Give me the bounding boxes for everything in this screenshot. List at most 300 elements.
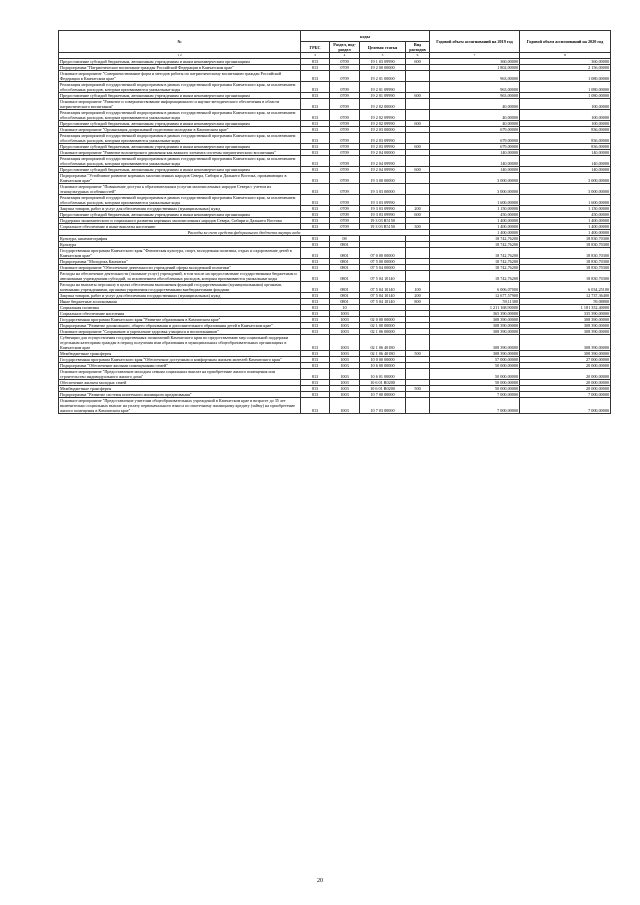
expense-type-cell	[406, 133, 430, 144]
row-name-cell: Расходы на обеспечение деятельности (оказание услуг) учреждений, в том числе на предоставление государственным бюджетным и автономным учреждениям субсидий, за исключением обособленных расходов, которым присваиваются уникальные коды	[59, 271, 301, 282]
column-number-cell: 5	[360, 53, 406, 59]
amount-2020-cell: 12 737,36400	[520, 293, 611, 299]
grbs-cell: 813	[301, 299, 330, 305]
row-name-cell: Предоставление субсидий бюджетным, автономным учреждениям и иным некоммерческим организациям	[59, 93, 301, 99]
amount-2019-cell: 140,00000	[430, 156, 520, 167]
amount-2019-cell: 360,00000	[430, 59, 520, 65]
grbs-cell: 813	[301, 317, 330, 323]
col-header-2020: Годовой объем ассигнований на 2020 год	[520, 31, 611, 53]
expense-type-cell	[406, 110, 430, 121]
expense-type-cell	[406, 184, 430, 195]
amount-2020-cell: 20 000,00000	[520, 363, 611, 369]
amount-2019-cell: 679,00000	[430, 144, 520, 150]
amount-2020-cell: 335 390,00000	[520, 311, 611, 317]
amount-2019-cell: 18 742,76200	[430, 248, 520, 259]
section-cell: 0709	[330, 195, 360, 206]
row-name-cell: Подпрограмма "Патриотическое воспитание граждан Российской Федерации в Камчатском крае"	[59, 65, 301, 71]
amount-2020-cell: 18 830,70300	[520, 236, 611, 242]
section-cell: 1003	[330, 369, 360, 380]
expense-type-cell: 600	[406, 59, 430, 65]
amount-2020-cell: 100,00000	[520, 110, 611, 121]
column-number-cell: 8	[520, 53, 611, 59]
grbs-cell: 813	[301, 363, 330, 369]
grbs-cell: 813	[301, 392, 330, 398]
column-number-cell: 7	[430, 53, 520, 59]
target-article-cell: 19 2 02 09990	[360, 121, 406, 127]
row-name-cell: Основное мероприятие "Совершенствование форм и методов работы по патриотическому воспитанию граждан Российской Федерации в Камчатском крае"	[59, 71, 301, 82]
amount-2020-cell: 140,00000	[520, 150, 611, 156]
budget-table-sheet	[58, 30, 610, 414]
row-name-cell: Межбюджетные трансферты	[59, 386, 301, 392]
amount-2019-cell: 1 211 168,90000	[430, 305, 520, 311]
column-number-cell: 6	[406, 53, 430, 59]
table-row	[59, 271, 611, 282]
expense-type-cell	[406, 335, 430, 351]
table-body	[59, 59, 611, 414]
amount-2019-cell: 50 000,00000	[430, 369, 520, 380]
row-name-cell: Закупка товаров, работ и услуг для обеспечения государственных (муниципальных) нужд	[59, 206, 301, 212]
amount-2019-cell: 50 000,00000	[430, 380, 520, 386]
table-row	[59, 71, 611, 82]
grbs-cell: 813	[301, 248, 330, 259]
table-row	[59, 369, 611, 380]
target-article-cell: 19 2 02 09990	[360, 110, 406, 121]
target-article-cell: 19 2 00 00000	[360, 65, 406, 71]
grbs-cell: 813	[301, 167, 330, 173]
grbs-cell: 813	[301, 110, 330, 121]
target-article-cell: 19 2 01 09990	[360, 82, 406, 93]
grbs-cell: 813	[301, 127, 330, 133]
section-cell: 0709	[330, 144, 360, 150]
expense-type-cell: 600	[406, 144, 430, 150]
grbs-cell: 813	[301, 351, 330, 357]
target-article-cell: 10 7 00 00000	[360, 392, 406, 398]
expense-type-cell: 500	[406, 351, 430, 357]
amount-2019-cell: 963,00000	[430, 71, 520, 82]
expense-type-cell	[406, 271, 430, 282]
section-cell: 0709	[330, 82, 360, 93]
amount-2019-cell: 3 000,00000	[430, 184, 520, 195]
expense-type-cell	[406, 99, 430, 110]
row-name-cell: Межбюджетные трансферты	[59, 351, 301, 357]
section-cell: 08	[330, 236, 360, 242]
col-header-target: Целевая статья	[360, 42, 406, 53]
row-name-cell: Подпрограмма "Развитие системы ипотечного жилищного кредитования"	[59, 392, 301, 398]
expense-type-cell: 100	[406, 282, 430, 293]
table-row	[59, 82, 611, 93]
amount-2020-cell: 2 156,00000	[520, 65, 611, 71]
amount-2020-cell: 308 390,00000	[520, 335, 611, 351]
grbs-cell: 813	[301, 218, 330, 224]
amount-2019-cell: 18 742,76200	[430, 271, 520, 282]
amount-2019-cell: 308 390,00000	[430, 335, 520, 351]
amount-2020-cell: 308 390,00000	[520, 351, 611, 357]
grbs-cell: 813	[301, 71, 330, 82]
expense-type-cell: 600	[406, 167, 430, 173]
amount-2019-cell: 50 000,00000	[430, 363, 520, 369]
grbs-cell: 813	[301, 224, 330, 230]
target-article-cell: 19 2 04 09990	[360, 167, 406, 173]
expense-type-cell: 600	[406, 121, 430, 127]
target-article-cell: 07 5 04 10140	[360, 282, 406, 293]
row-name-cell: Социальное обеспечение и иные выплаты населению	[59, 224, 301, 230]
target-article-cell: 19 3 03 R5150	[360, 218, 406, 224]
row-name-cell: Основное мероприятие "Обеспечение деятельности учреждений сферы молодежной политики"	[59, 265, 301, 271]
target-article-cell: 19 2 03 00000	[360, 127, 406, 133]
section-cell: 0709	[330, 99, 360, 110]
row-name-cell: Государственная программа Камчатского края "Физическая культура, спорт, молодежная политика, отдых и оздоровление детей в Камчатском крае"	[59, 248, 301, 259]
section-cell: 0709	[330, 173, 360, 184]
section-cell: 0709	[330, 59, 360, 65]
row-name-cell: Предоставление субсидий бюджетным, автономным учреждениям и иным некоммерческим организациям	[59, 144, 301, 150]
target-article-cell: 19 2 03 09990	[360, 144, 406, 150]
target-article-cell: 07 5 04 10140	[360, 271, 406, 282]
grbs-cell: 813	[301, 357, 330, 363]
target-article-cell: 02 1 00 00000	[360, 323, 406, 329]
expense-type-cell	[406, 195, 430, 206]
row-name-cell: Иные бюджетные ассигнования	[59, 299, 301, 305]
amount-2019-cell: 140,00000	[430, 150, 520, 156]
table-row	[59, 282, 611, 293]
amount-2020-cell: 27 000,00000	[520, 357, 611, 363]
amount-2019-cell: 1 400,00000	[430, 224, 520, 230]
amount-2020-cell: 836,00000	[520, 144, 611, 150]
expense-type-cell	[406, 173, 430, 184]
expense-type-cell	[406, 369, 430, 380]
amount-2019-cell: 59,11300	[430, 299, 520, 305]
expense-type-cell	[406, 82, 430, 93]
amount-2020-cell: 140,00000	[520, 156, 611, 167]
amount-2019-cell: 450,00000	[430, 212, 520, 218]
amount-2019-cell: 7 000,00000	[430, 392, 520, 398]
section-cell: 1003	[330, 392, 360, 398]
table-row	[59, 248, 611, 259]
expense-type-cell: 600	[406, 93, 430, 99]
amount-2019-cell: 57 000,00000	[430, 357, 520, 363]
grbs-cell: 813	[301, 311, 330, 317]
section-cell: 0709	[330, 206, 360, 212]
grbs-cell: 813	[301, 271, 330, 282]
amount-2020-cell: 20 000,00000	[520, 386, 611, 392]
amount-2020-cell: 836,00000	[520, 133, 611, 144]
amount-2019-cell: 18 742,76200	[430, 259, 520, 265]
column-number-cell: 4	[330, 53, 360, 59]
amount-2019-cell: 18 742,76200	[430, 236, 520, 242]
table-row	[59, 156, 611, 167]
target-article-cell: 02 0 00 00000	[360, 317, 406, 323]
section-cell: 0709	[330, 224, 360, 230]
amount-2019-cell: 6 006,07000	[430, 282, 520, 293]
section-cell: 0709	[330, 150, 360, 156]
target-article-cell: 19 3 03 00000	[360, 184, 406, 195]
amount-2020-cell: 1 400,00000	[520, 230, 611, 236]
section-cell: 0709	[330, 167, 360, 173]
expense-type-cell	[406, 71, 430, 82]
row-name-cell: Социальное обеспечение населения	[59, 311, 301, 317]
grbs-cell: 813	[301, 323, 330, 329]
section-cell: 1003	[330, 311, 360, 317]
amount-2019-cell: 1 802,00000	[430, 65, 520, 71]
section-cell: 1003	[330, 398, 360, 414]
target-article-cell: 19 2 04 00000	[360, 150, 406, 156]
section-cell: 0709	[330, 71, 360, 82]
amount-2019-cell: 18 742,76200	[430, 242, 520, 248]
section-cell: 0801	[330, 248, 360, 259]
grbs-cell: 813	[301, 173, 330, 184]
grbs-cell: 813	[301, 259, 330, 265]
row-name-cell: Основное мероприятие "Развитие волонтерского движения как важного элемента системы патриотического воспитания"	[59, 150, 301, 156]
row-name-cell: Государственная программа Камчатского края "Развитие образования в Камчатском крае"	[59, 317, 301, 323]
expense-type-cell: 600	[406, 212, 430, 218]
amount-2020-cell: 18 830,70300	[520, 242, 611, 248]
expense-type-cell: 500	[406, 386, 430, 392]
section-cell: 10	[330, 305, 360, 311]
grbs-cell: 813	[301, 386, 330, 392]
row-name-cell: Предоставление субсидий бюджетным, автономным учреждениям и иным некоммерческим организациям	[59, 212, 301, 218]
row-name-cell: Реализация мероприятий государственной подпрограммы в рамках государственной программы Камчатского края, за исключением обособленных расходов, которым присваиваются уникальные коды	[59, 156, 301, 167]
section-cell: 0709	[330, 127, 360, 133]
section-cell: 0709	[330, 184, 360, 195]
grbs-cell: 813	[301, 242, 330, 248]
target-article-cell: 19 3 03 R5150	[360, 224, 406, 230]
row-name-cell: Основное мероприятие "Развитие и совершенствование информационного и научно-методического обеспечения в области патриотического воспитания"	[59, 99, 301, 110]
target-article-cell: 02 1 06 40180	[360, 351, 406, 357]
amount-2020-cell: 1 400,00000	[520, 218, 611, 224]
amount-2020-cell: 6 034,25100	[520, 282, 611, 293]
amount-2019-cell: 7 000,00000	[430, 398, 520, 414]
amount-2020-cell: 59,08800	[520, 299, 611, 305]
section-cell: 1003	[330, 357, 360, 363]
grbs-cell: 813	[301, 329, 330, 335]
amount-2019-cell: 963,00000	[430, 82, 520, 93]
amount-2019-cell: 1 150,00000	[430, 206, 520, 212]
section-cell: 0801	[330, 293, 360, 299]
table-row	[59, 110, 611, 121]
amount-2020-cell: 1 400,00000	[520, 224, 611, 230]
row-name-cell: Подпрограмма "Развитие дошкольного, общего образования и дополнительного образования детей в Камчатском крае"	[59, 323, 301, 329]
row-name-cell: Реализация мероприятий государственной подпрограммы в рамках государственной программы Камчатского края, за исключением обособленных расходов, которым присваиваются уникальные коды	[59, 195, 301, 206]
row-name-cell: Предоставление субсидий бюджетным, автономным учреждениям и иным некоммерческим организациям	[59, 59, 301, 65]
grbs-cell: 813	[301, 212, 330, 218]
section-cell: 1003	[330, 329, 360, 335]
target-article-cell: 07 5 04 00000	[360, 265, 406, 271]
amount-2019-cell: 50 000,00000	[430, 386, 520, 392]
row-name-cell: Подпрограмма "Устойчивое развитие коренных малочисленных народов Севера, Сибири и Дальнего Востока, проживающих в Камчатском крае"	[59, 173, 301, 184]
amount-2020-cell: 18 830,70300	[520, 271, 611, 282]
grbs-cell: 813	[301, 293, 330, 299]
amount-2020-cell: 3 000,00000	[520, 173, 611, 184]
row-name-cell: Расходы на выплаты персоналу в целях обеспечения выполнения функций государственными (муниципальными) органами, казенными учреждениями, органами управления государственными внебюджетными фондами	[59, 282, 301, 293]
col-header-2019: Годовой объем ассигнований на 2019 год	[430, 31, 520, 53]
row-name-cell: Основное мероприятие "Предоставление молодым семьям социальных выплат на приобретение жилого помещения или строительство индивидуального жилого дома"	[59, 369, 301, 380]
amount-2019-cell: 679,00000	[430, 127, 520, 133]
target-article-cell: 10 6 01 00000	[360, 369, 406, 380]
expense-type-cell	[406, 248, 430, 259]
amount-2020-cell: 1 181 352,40000	[520, 305, 611, 311]
target-article-cell: 02 1 06 40180	[360, 335, 406, 351]
amount-2020-cell: 450,00000	[520, 212, 611, 218]
expense-type-cell: 300	[406, 224, 430, 230]
amount-2020-cell: 308 390,00000	[520, 323, 611, 329]
grbs-cell: 813	[301, 305, 330, 311]
section-cell: 0801	[330, 299, 360, 305]
amount-2019-cell: 40,00000	[430, 110, 520, 121]
amount-2020-cell: 18 830,70300	[520, 265, 611, 271]
col-header-codes: коды	[301, 31, 430, 42]
row-name-cell: Закупка товаров, работ и услуг для обеспечения государственных (муниципальных) нужд	[59, 293, 301, 299]
section-cell: 0801	[330, 242, 360, 248]
amount-2020-cell: 1 080,00000	[520, 93, 611, 99]
grbs-cell: 813	[301, 236, 330, 242]
row-name-cell: Предоставление субсидий бюджетным, автономным учреждениям и иным некоммерческим организациям	[59, 121, 301, 127]
section-cell: 0801	[330, 259, 360, 265]
row-name-cell: Реализация мероприятий государственной подпрограммы в рамках государственной программы Камчатского края, за исключением обособленных расходов, которым присваиваются уникальные коды	[59, 82, 301, 93]
section-cell: 0709	[330, 93, 360, 99]
grbs-cell: 813	[301, 184, 330, 195]
target-article-cell: 07 5 04 10140	[360, 299, 406, 305]
grbs-cell: 813	[301, 150, 330, 156]
target-article-cell: 19 3 00 00000	[360, 173, 406, 184]
row-name-cell: Основное мероприятие "Организация допризывной подготовки молодежи в Камчатском крае"	[59, 127, 301, 133]
amount-2020-cell: 7 000,00000	[520, 392, 611, 398]
grbs-cell: 813	[301, 82, 330, 93]
table-row	[59, 99, 611, 110]
expense-type-cell: 800	[406, 299, 430, 305]
amount-2019-cell: 40,00000	[430, 121, 520, 127]
grbs-cell: 813	[301, 99, 330, 110]
amount-2020-cell: 7 000,00000	[520, 398, 611, 414]
amount-2019-cell: 140,00000	[430, 167, 520, 173]
grbs-cell: 813	[301, 59, 330, 65]
section-cell: 1003	[330, 335, 360, 351]
amount-2019-cell: 308 390,00000	[430, 323, 520, 329]
section-cell: 1003	[330, 363, 360, 369]
grbs-cell: 813	[301, 156, 330, 167]
target-article-cell: 19 3 03 09990	[360, 212, 406, 218]
row-name-cell: Основное мероприятие "Повышение доступа к образовательным услугам малочисленных народов Севера с учетом их этнокультурных особенностей"	[59, 184, 301, 195]
section-cell: 0801	[330, 271, 360, 282]
amount-2020-cell: 308 390,00000	[520, 317, 611, 323]
target-article-cell: 10 6 00 00000	[360, 363, 406, 369]
row-name-cell: Субвенции для осуществления государственных полномочий Камчатского края по предоставлению мер социальной поддержки отдельным категориям граждан в период получения ими образования в муниципальных общеобразовательных организациях в Камчатском крае	[59, 335, 301, 351]
amount-2020-cell: 18 830,70300	[520, 259, 611, 265]
row-name-cell: Государственная программа Камчатского края "Обеспечение доступным и комфортным жильем жителей Камчатского края"	[59, 357, 301, 363]
amount-2019-cell: 308 390,00000	[430, 317, 520, 323]
grbs-cell: 813	[301, 121, 330, 127]
amount-2020-cell: 836,00000	[520, 127, 611, 133]
amount-2019-cell: 1 400,00000	[430, 230, 520, 236]
grbs-cell: 813	[301, 65, 330, 71]
target-article-cell: 19 2 03 09990	[360, 133, 406, 144]
row-name-cell: Обеспечение жильем молодых семей	[59, 380, 301, 386]
amount-2020-cell: 20 000,00000	[520, 369, 611, 380]
expense-type-cell	[406, 398, 430, 414]
amount-2020-cell: 100,00000	[520, 99, 611, 110]
row-name-cell: Основное мероприятие "Предоставление учителям общеобразовательных учреждений в Камчатском крае в возрасте до 35 лет включительно социальных выплат на уплату первоначального взноса по ипотечному жилищному кредиту (займу) на приобретение жилого помещения в Камчатском крае"	[59, 398, 301, 414]
page-number: 20	[317, 878, 323, 884]
section-cell: 1003	[330, 317, 360, 323]
amount-2020-cell: 1 080,00000	[520, 82, 611, 93]
row-name-cell: Поддержка экономического и социального развития коренных малочисленных народов Севера, Сибири и Дальнего Востока	[59, 218, 301, 224]
section-cell: 0709	[330, 156, 360, 167]
row-name-cell: Культура	[59, 242, 301, 248]
target-article-cell: 10 7 03 00000	[360, 398, 406, 414]
target-article-cell: 19 2 01 00000	[360, 71, 406, 82]
expense-type-cell: 200	[406, 293, 430, 299]
grbs-cell: 813	[301, 369, 330, 380]
target-article-cell: 19 1 03 09990	[360, 59, 406, 65]
amount-2020-cell: 20 000,00000	[520, 380, 611, 386]
grbs-cell: 813	[301, 265, 330, 271]
row-name-cell: Реализация мероприятий государственной подпрограммы в рамках государственной программы Камчатского края, за исключением обособленных расходов, которым присваиваются уникальные коды	[59, 110, 301, 121]
table-row	[59, 133, 611, 144]
target-article-cell: 19 2 04 09990	[360, 156, 406, 167]
section-cell: 0709	[330, 218, 360, 224]
column-number-cell: 1 2	[59, 53, 301, 59]
amount-2020-cell: 18 830,70300	[520, 248, 611, 259]
amount-2019-cell: 1 400,00000	[430, 218, 520, 224]
amount-2020-cell: 1 150,00000	[520, 206, 611, 212]
target-article-cell: 10 0 00 00000	[360, 357, 406, 363]
table-row	[59, 335, 611, 351]
target-article-cell: 10 6 01 R0200	[360, 380, 406, 386]
target-article-cell: 07 0 00 00000	[360, 248, 406, 259]
target-article-cell: 19 3 03 09990	[360, 195, 406, 206]
amount-2019-cell: 1 600,00000	[430, 195, 520, 206]
section-cell: 0709	[330, 133, 360, 144]
target-article-cell: 19 3 03 09990	[360, 206, 406, 212]
amount-2019-cell: 308 390,00000	[430, 329, 520, 335]
col-header-name: №	[59, 31, 301, 53]
table-row	[59, 184, 611, 195]
section-cell: 0709	[330, 212, 360, 218]
amount-2019-cell: 963,00000	[430, 93, 520, 99]
federal-note-cell: Расходы за счет средств федерального бюджета внутри кода	[59, 230, 430, 236]
table-row	[59, 398, 611, 414]
target-article-cell: 02 1 06 00000	[360, 329, 406, 335]
target-article-cell: 10 6 01 R0200	[360, 386, 406, 392]
amount-2019-cell: 308 390,00000	[430, 351, 520, 357]
grbs-cell: 813	[301, 144, 330, 150]
amount-2019-cell: 18 742,76200	[430, 265, 520, 271]
target-article-cell: 07 5 04 10140	[360, 293, 406, 299]
table-row	[59, 195, 611, 206]
grbs-cell: 813	[301, 380, 330, 386]
amount-2020-cell: 308 390,00000	[520, 329, 611, 335]
grbs-cell: 813	[301, 195, 330, 206]
section-cell: 1003	[330, 351, 360, 357]
section-cell: 0709	[330, 121, 360, 127]
amount-2020-cell: 1 080,00000	[520, 71, 611, 82]
section-cell: 0801	[330, 282, 360, 293]
row-name-cell: Культура, кинематография	[59, 236, 301, 242]
amount-2019-cell: 679,00000	[430, 133, 520, 144]
row-name-cell: Подпрограмма "Обеспечение жилыми помещениями семей"	[59, 363, 301, 369]
section-cell: 0709	[330, 110, 360, 121]
amount-2020-cell: 3 000,00000	[520, 184, 611, 195]
col-header-razdel: Раздел, под-раздел	[330, 42, 360, 53]
amount-2020-cell: 1 600,00000	[520, 195, 611, 206]
section-cell: 0801	[330, 265, 360, 271]
row-name-cell: Основное мероприятие "Сохранение и укрепление здоровья учащихся и воспитанников"	[59, 329, 301, 335]
grbs-cell: 813	[301, 133, 330, 144]
grbs-cell: 813	[301, 282, 330, 293]
col-header-vr: Вид расходов	[406, 42, 430, 53]
grbs-cell: 813	[301, 398, 330, 414]
amount-2020-cell: 360,00000	[520, 59, 611, 65]
table-row	[59, 173, 611, 184]
row-name-cell: Социальная политика	[59, 305, 301, 311]
